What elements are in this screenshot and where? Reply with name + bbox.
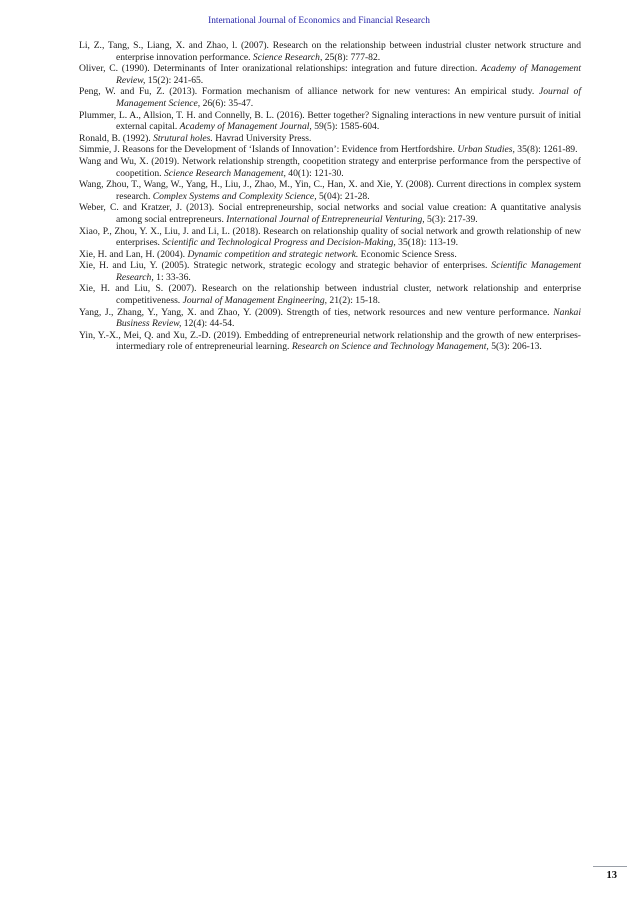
- reference-source: Complex Systems and Complexity Science,: [152, 190, 317, 202]
- reference-tail: 5(3): 217-39.: [424, 213, 478, 225]
- reference-item: [79, 330, 581, 353]
- reference-tail: 5(04): 21-28.: [316, 190, 370, 202]
- reference-item: [79, 40, 581, 63]
- reference-tail: 40(1): 121-30.: [285, 167, 344, 179]
- reference-source: Academy of Management Review,: [116, 63, 581, 86]
- reference-tail: 25(8): 777-82.: [322, 51, 381, 63]
- reference-tail: 26(6): 35-47.: [200, 97, 254, 109]
- reference-item: [79, 260, 581, 283]
- reference-item: [79, 226, 581, 249]
- reference-source: Journal of Management Science,: [116, 86, 581, 109]
- journal-header: International Journal of Economics and Financial Research: [208, 16, 430, 26]
- reference-item: [79, 202, 581, 225]
- reference-text: Yin, Y.-X., Mei, Q. and Xu, Z.-D. (2019). Embedding of entrepreneurial network relationship and the growth of new enterprises-intermediary role of entrepreneurial learning.: [79, 329, 581, 353]
- reference-tail: 21(2): 15-18.: [327, 295, 381, 307]
- reference-text: Xie, H. and Lan, H. (2004).: [79, 248, 188, 260]
- reference-source: International Journal of Entrepreneurial Venturing,: [226, 213, 425, 225]
- reference-text: Xie, H. and Liu, Y. (2005). Strategic network, strategic ecology and strategic behavior of enterprises.: [79, 260, 492, 272]
- reference-source: Science Research,: [252, 51, 323, 63]
- reference-item: [79, 156, 581, 179]
- reference-item: [79, 283, 581, 306]
- reference-text: Xiao, P., Zhou, Y. X., Liu, J. and Li, L. (2018). Research on relationship quality of social network and growth relationship of new enterprises.: [79, 225, 581, 249]
- reference-source: Strutural holes.: [153, 132, 213, 144]
- reference-tail: 5(3): 206-13.: [488, 341, 542, 353]
- reference-source: Science Research Management,: [163, 167, 286, 179]
- page-number: 13: [606, 870, 617, 881]
- reference-source: Academy of Management Journal,: [179, 121, 312, 133]
- reference-item: [79, 110, 581, 133]
- reference-text: Plummer, L. A., Allsion, T. H. and Connelly, B. L. (2016). Better together? Signaling interactions in new venture pursuit of initial external capital.: [79, 109, 581, 133]
- reference-text: Oliver, C. (1990). Determinants of Inter oranizational relationships: integration and future direction.: [79, 63, 481, 75]
- reference-item: [79, 86, 581, 109]
- page-number-rule: [593, 866, 627, 867]
- reference-source: Scientific Management Research,: [116, 260, 581, 283]
- reference-text: Peng, W. and Fu, Z. (2013). Formation mechanism of alliance network for new ventures: An empirical study.: [79, 86, 539, 98]
- reference-list: [79, 40, 581, 353]
- reference-tail: 1: 33-36.: [153, 271, 191, 283]
- reference-source: Research on Science and Technology Management,: [291, 341, 489, 353]
- reference-tail: 59(5): 1585-604.: [311, 121, 380, 133]
- reference-text: Simmie, J. Reasons for the Development of ‘Islands of Innovation’: Evidence from Hertfordshire.: [79, 144, 458, 156]
- reference-text: Yang, J., Zhang, Y., Yang, X. and Zhao, Y. (2009). Strength of ties, network resources and new venture performance.: [79, 306, 554, 318]
- reference-item: [79, 249, 581, 261]
- reference-text: Wang, Zhou, T., Wang, W., Yang, H., Liu, J., Zhao, M., Yin, C., Han, X. and Xie, Y. (2008). Current directions in complex system research.: [79, 179, 581, 202]
- reference-item: [79, 133, 581, 145]
- reference-text: Xie, H. and Liu, S. (2007). Research on the relationship between industrial cluster, network relationship and enterprise competitiveness.: [79, 283, 581, 307]
- reference-source: Scientific and Technological Progress and Decision-Making,: [162, 237, 396, 249]
- reference-tail: 35(8): 1261-89.: [514, 144, 578, 156]
- reference-item: [79, 144, 581, 156]
- reference-source: Journal of Management Engineering,: [182, 295, 328, 307]
- reference-text: Ronald, B. (1992).: [79, 132, 154, 144]
- reference-item: [79, 63, 581, 86]
- reference-tail: Economic Science Sress.: [358, 248, 457, 260]
- reference-text: Wang and Wu, X. (2019). Network relationship strength, coopetition strategy and enterprise performance from the perspective of coopetition.: [79, 155, 581, 179]
- reference-source: Dynamic competition and strategic network.: [187, 248, 359, 260]
- reference-tail: 12(4): 44-54.: [181, 318, 235, 330]
- reference-source: Nankai Business Review,: [116, 306, 581, 330]
- reference-item: [79, 179, 581, 202]
- reference-tail: Havrad University Press.: [212, 132, 312, 144]
- reference-source: Urban Studies,: [457, 144, 515, 156]
- reference-text: Li, Z., Tang, S., Liang, X. and Zhao, l. (2007). Research on the relationship between industrial cluster network structure and enterprise innovation performance.: [79, 40, 581, 63]
- reference-item: [79, 307, 581, 330]
- reference-text: Weber, C. and Kratzer, J. (2013). Social entrepreneurship, social networks and social value creation: A quantitative analysis among social entrepreneurs.: [79, 202, 581, 225]
- reference-tail: 15(2): 241-65.: [145, 74, 204, 86]
- reference-tail: 35(18): 113-19.: [395, 237, 459, 249]
